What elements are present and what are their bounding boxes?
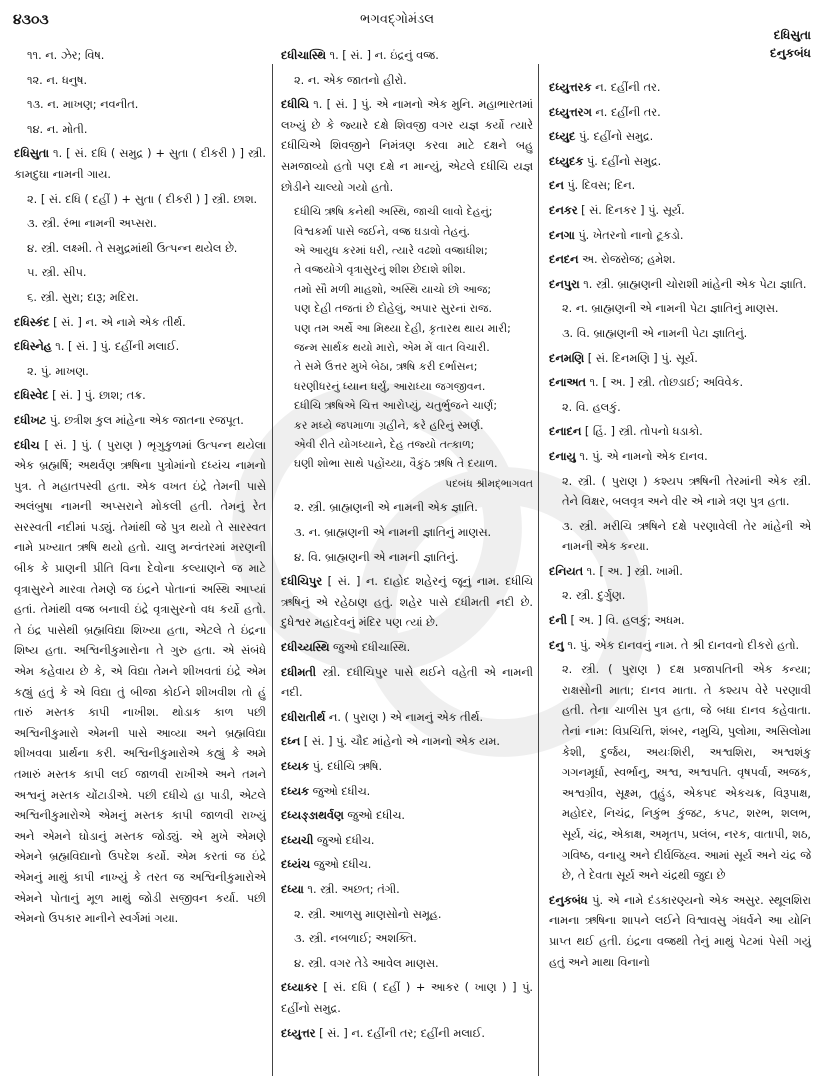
sub-definition: ૩. સ્ત્રી. મરીચિ ઋષિને દક્ષે પરણાવેલી તેર માંહેની એ નામની એક કન્યા. (562, 519, 811, 554)
definition: સ્ત્રી. દધીચિપુર પાસે થઈને વહેતી એ નામની નદી. (281, 665, 533, 700)
verse-line: જન્મ સાર્થક થયો મારો, એમ મેં વાત વિચારી. (294, 341, 490, 354)
dictionary-entry (14, 337, 266, 358)
headword: દધિસ્નેહ (14, 340, 52, 354)
sub-definition: ૫. સ્ત્રી. સીપ. (27, 266, 87, 280)
dictionary-entry (281, 806, 533, 827)
dictionary-entry (281, 831, 533, 852)
headword: દનાઅત (549, 376, 586, 390)
sub-definition: ૨. પું. માખણ. (27, 364, 89, 378)
headword: દધ્યુદ (549, 130, 576, 144)
dictionary-entry (14, 144, 266, 185)
verse-source: પદબંધ શ્રીમદ્ભાગવત (445, 477, 533, 490)
guide-words (770, 26, 811, 62)
dictionary-entry (549, 562, 811, 583)
verse-line: પણ દેહી તજતાં છે દોહેલું, અપાર સુરનાં રાજ. (294, 302, 492, 316)
guide-word-first: દધિસુતા (773, 28, 811, 42)
column-middle (281, 46, 533, 1048)
dictionary-entry (281, 708, 533, 729)
definition: જુઓ દધીચ. (309, 784, 371, 798)
definition: ન. દહીંની તર. (591, 81, 661, 94)
headword: દધ્યઙ્ઙાથર્વણ (281, 809, 344, 823)
sub-definition: ૨. સ્ત્રી. આળસુ માણસોનો સમૂહ. (294, 907, 442, 921)
definition: ૧. [ સં. ] પું. દહીંની મલાઈ. (51, 340, 180, 354)
definition: ૧. [ અ. ] સ્ત્રી. તોછડાઈ; અવિવેક. (585, 376, 744, 390)
headword: દનપુરા (549, 277, 580, 291)
definition: [ હિં. ] સ્ત્રી. તોપનો ધડાકો. (581, 425, 703, 439)
sub-definition: ૪. સ્ત્રી. લક્ષ્મી. તે સમુદ્રમાંથી ઉત્પન્ન થયેલ છે. (27, 241, 238, 255)
sub-definition: ૨. સ્ત્રી. બ્રાહ્મણની એ નામની એક જ્ઞાતિ. (294, 501, 478, 515)
sub-definition: ૩. વિ. બ્રાહ્મણની એ નામની પેટા જ્ઞાતિનું. (562, 326, 748, 340)
headword: દનગા (549, 228, 575, 242)
definition: [ સં. દિનમણિ ] પું. સૂર્ય. (584, 351, 698, 365)
definition: અ. રોજરોજ; હમેશ. (578, 253, 676, 267)
definition: ૧. સ્ત્રી. બ્રાહ્મણની ચોરાશી માંહેની એક પેટા જ્ઞાતિ. (579, 277, 807, 291)
dictionary-entry (281, 572, 533, 634)
dictionary-entry (281, 732, 533, 753)
headword: દધિસ્કંદ (14, 315, 50, 329)
dictionary-entry (281, 1024, 533, 1045)
verse-line: તે વજ્રયોગે વૃત્રાસુરનું શીશ છેદાશે શીશ. (294, 263, 466, 277)
definition: [ સં. ] ન. દાહોદ શહેરનું જૂનું નામ. દધીચિ ઋષિનું એ રહેઠાણ હતું. શહેર પાસે દધીમતી નદી છે. દુધેશ્વર મહાદેવનું મંદિર પણ ત્યાં છે. (281, 575, 533, 630)
headword: દની (549, 614, 567, 628)
definition: ૧. પું. એ નામનો એક દાનવ. (575, 449, 708, 463)
headword: દનિયત (549, 564, 584, 578)
dictionary-entry (549, 636, 811, 657)
headword: દધીચાસ્થિ (281, 49, 326, 62)
guide-word-last: દનુકબંધ (770, 46, 811, 60)
sub-definition: ૩. સ્ત્રી. રંભા નામની અપ્સરા. (27, 217, 157, 231)
definition: ૧. [ સં. દધિ ( સમુદ્ર ) + સુતા ( દીકરી ) ] સ્ત્રી. કામદુઘા નામની ગાય. (14, 147, 266, 181)
dictionary-entry (549, 891, 811, 973)
dictionary-entry (14, 386, 266, 407)
headword: દનુકબંધ (549, 893, 588, 907)
headword: દધ્યક (281, 759, 310, 773)
definition: [ સં. ] પું. ( પુરાણ ) ભૃગુકુળમાં ઉત્પન્ન થયેલા એક બ્રહ્મર્ષિ; અથર્વણ ઋષિના પુત્રોમાંનો દધ્યંચ નામનો પુત્ર. તે મહાતપસ્વી હતા. એક વખત ઇંદ્રે તેમની પાસે અલંબુષા નામની અપ્સરાને મોકલી હતી. તેમનું રેત સરસ્વતી નદીમાં પડ્યું. તેમાંથી જે પુત્ર થયો તે સારસ્વત નામે પ્રખ્યાત ઋષિ થયો હતો. ચાલુ મન્વંતરમાં મરણની બીક કે પ્રાણની પ્રીતિ વિના દેવોના કલ્યાણને જ માટે વૃત્રાસુરને મારવા તેમણે જ ઇંદ્રને પોતાનાં અસ્થિ આપ્યાં હતાં. તેમાંથી વજ્ર બનાવી ઇંદ્રે વૃત્રાસુરનો વધ કર્યો હતો. તે ઇંદ્ર પાસેથી બ્રહ્મવિદ્યા શિખ્યા હતા, એટલે તે ઇંદ્રના શિષ્ય હતા. અશ્વિનીકુમારોના તે ગુરુ હતા. એ સંબંધે એમ કહેવાય છે કે, એ વિદ્યા તેમને શીખવતાં ઇંદ્રે એમ કહ્યું હતું કે એ વિદ્યા તું બીજા કોઈને શીખવીશ તો હું તારું મસ્તક કાપી નાખીશ. થોડાક કાળ પછી અશ્વિનીકુમારો એમની પાસે આવ્યા અને બ્રહ્મવિદ્યા શીખવવા પ્રાર્થના કરી. અશ્વિનીકુમારોએ કહ્યું કે અમે તમારું મસ્તક કાપી લઈ જાળવી રાખીએ અને તમને અશ્વનું મસ્તક ચોંટાડીએ. પછી દધીચે હા પાડી, એટલે અશ્વિનીકુમારોએ એમનું મસ્તક કાપી જાળવી રાખ્યું અને એમને ઘોડાનું મસ્તક જોડ્યું. એ મુખે એમણે એમને બ્રહ્મવિદ્યાનો ઉપદેશ કર્યો. એમ કરતાં જ ઇંદ્રે એમનું માથું કાપી નાખ્યું કે તરત જ અશ્વિનીકુમારોએ એમને પોતાનું મૂળ માથું જોડી સજીવન કર્યા. પછી એમનો ઉપકાર માનીને સ્વર્ગમાં ગયા. (14, 438, 266, 926)
verse-line: તે સમે ઉત્તર મુખે બેઠા, ઋષિ કરી દર્ભાસન; (294, 360, 478, 374)
sub-definition: ૩. ન. બ્રાહ્મણની એ નામની જ્ઞાતિનું માણસ. (294, 526, 492, 540)
sub-definition: ૨. વિ. હલકું. (562, 400, 621, 414)
dictionary-entry (549, 152, 811, 173)
definition: જુઓ દધીચ. (310, 858, 372, 872)
headword: દનમણિ (549, 351, 585, 365)
column-right (549, 78, 811, 977)
headword: દધ્યચી (281, 833, 314, 847)
verse-line: કર મધ્યે જપમાળા ગ્રહીને, કરે હરિનું સ્મર્ણ. (294, 418, 484, 432)
sub-definition: ૨. સ્ત્રી. ( પુરાણ ) કશ્યપ ઋષિની તેરમાંની એક સ્ત્રી. તેને વિક્ષર, બલવૃત્ર અને વીર એ નામે ત્રણ પુત્ર હતા. (562, 474, 811, 509)
sub-definition: ૨. સ્ત્રી. દુર્ગુણ. (562, 589, 626, 603)
verse-line: ઘણી શોભા સાથે પહોંચ્યા, વૈકુંઠ ઋષિ તે દયાળ. (294, 457, 498, 471)
headword: દધ્યુત્તરક (549, 81, 592, 94)
headword: દધીચિપુર (281, 575, 323, 589)
headword: દધ્યાકર (281, 981, 318, 995)
dictionary-entry (549, 349, 811, 370)
headword: દધીચિ (281, 98, 309, 112)
dictionary-entry (14, 313, 266, 334)
definition: ૧. પું. એક દાનવનું નામ. તે શ્રી દાનવનો દીકરો હતો. (563, 638, 800, 652)
headword: દન (549, 179, 564, 193)
definition: [ સં. ] પું. ચૌદ માંહેનો એ નામનો એક યમ. (300, 735, 500, 749)
definition: ૧. [ અ. ] સ્ત્રી. ખામી. (583, 564, 683, 578)
dictionary-entry (549, 103, 811, 124)
dictionary-entry (281, 978, 533, 1019)
headword: દધ્યા (281, 882, 304, 896)
definition: પું. છત્રીશ કુલ માંહેના એક જાતના રજપૂત. (46, 413, 244, 427)
definition: ૧. સ્ત્રી. અછત; તંગી. (303, 882, 400, 896)
dictionary-entry (281, 757, 533, 778)
dictionary-entry (549, 226, 811, 247)
headword: દનુ (549, 638, 564, 652)
headword: દધ્યક (281, 784, 310, 798)
dictionary-entry (549, 250, 811, 271)
sub-definition: ૨. ન. બ્રાહ્મણની એ નામની પેટા જ્ઞાતિનું માણસ. (562, 302, 779, 316)
definition: જુઓ દધીચ. (343, 809, 405, 823)
sub-definition: ૧૩. ન. માખણ; નવનીત. (27, 98, 139, 112)
running-title: ભગવદ્ગોમંડલ (360, 12, 435, 27)
definition: [ સં. દિનકર ] પું. સૂર્ય. (577, 203, 685, 217)
definition: પું. દહીંનો સમુદ્ર. (575, 130, 654, 144)
definition: ન. ( પુરાણ ) એ નામનું એક તીર્થ. (325, 710, 484, 724)
headword: દધીરાતીર્થ (281, 710, 326, 724)
headword: દનાયુ (549, 449, 576, 463)
dictionary-entry (549, 176, 811, 197)
sub-definition: ૧૪. ન. મોતી. (27, 122, 88, 136)
column-divider (272, 64, 273, 1076)
definition: જુઓ દધીચ. (313, 833, 375, 847)
definition: [ સં. ] ન. એ નામે એક તીર્થ. (49, 315, 186, 329)
dictionary-entry (549, 275, 811, 296)
dictionary-entry (281, 880, 533, 901)
dictionary-entry (14, 436, 266, 930)
column-left (14, 46, 266, 934)
headword: દધિસુતા (14, 147, 50, 161)
headword: દધીખટ (14, 413, 47, 427)
definition: પું. એ નામે દંડકારણ્યનો એક અસુર. સ્થૂલશિરા નામના ઋષિના શાપને લઈને વિશ્વાવસુ ગંધર્વને આ યોનિ પ્રાપ્ત થઈ હતી. ઇંદ્રના વજ્રથી તેનું માથું પેટમાં પેસી ગયું હતું અને માથા વિનાનો (549, 893, 811, 969)
headword: દધ્યુત્તર (281, 1026, 316, 1040)
verse-line: એ આયુધ કરમાં ધરી, ત્યારે વઢશો વજ્રાધીશ; (294, 243, 488, 257)
sub-definition: ૨. સ્ત્રી. ( પુરાણ ) દક્ષ પ્રજાપતિની એક કન્યા; રાક્ષસોની માતા; દાનવ માતા. તે કશ્યપ વેરે પરણાવી હતી. તેના ચાળીસ પુત્ર હતા, જે બધા દાનવ કહેવાતા. તેનાં નામ: વિપ્રચિત્તિ, શંબર, નમુચિ, પુલોમા, અસિલોમા કેશી, દુર્જય, અયઃશિરી, અશ્વશિરા, અશ્વશંકુ ગગનમૂર્ધા, સ્વર્ભાનુ, અશ્વ, અશ્વપતિ. વૃષપર્વા, અજક, અશ્વગ્રીવ, સૂક્ષ્મ, તુહુંડ, એકપદ એકચક્ર, વિરૂપાક્ષ, મહોદર, નિચંદ્ર, નિકુંભ કુંજટ, કપટ, શરભ, શલભ, સૂર્ય, ચંદ્ર, એકાક્ષ, અમૃતપ, પ્રલંબ, નરક, વાતાપી, શઠ, ગવિષ્ઠ, વનાયુ અને દીર્ઘજિહ્વ. આમાં સૂર્ય અને ચંદ્ર જે છે, તે દેવતા સૂર્ય અને ચંદ્રથી જુદા છે (562, 663, 811, 883)
definition: ૧. [ સં. ] પું. એ નામનો એક મુનિ. મહાભારતમાં લખ્યું છે કે જ્યારે દક્ષે શિવજી વગર યજ્ઞ કર્યો ત્યારે દધીચિએ શિવજીને નિમંત્રણ કરવા માટે દક્ષને બહુ સમજાવ્યો હતો પણ દક્ષે ન માન્યું, એટલે દધીચિ યજ્ઞ છોડીને ચાલ્યો ગયો હતો. (281, 98, 533, 194)
sub-definition: ૨. [ સં. દધિ ( દહીં ) + સુતા ( દીકરી ) ] સ્ત્રી. છાશ. (27, 192, 258, 206)
sub-definition: ૧૨. ન. ધનુષ. (27, 73, 88, 87)
headword: દધ્યુદક (549, 154, 584, 168)
dictionary-entry (549, 78, 811, 99)
dictionary-entry (281, 46, 533, 67)
headword: દધ્ન (281, 735, 301, 749)
headword: દધીમતી (281, 665, 317, 679)
dictionary-entry (549, 447, 811, 468)
headword: દધ્યુત્તરગ (549, 105, 592, 119)
verse-line: તમો સૌ મળી માહશો, અસ્થિ યાચો છો આજ; (294, 282, 492, 296)
headword: દધીચ્યસ્થિ (281, 641, 330, 654)
dictionary-entry (549, 127, 811, 148)
dictionary-entry (281, 95, 533, 198)
sub-definition: ૨. ન. એક જાતનો હીરો. (294, 73, 407, 87)
dictionary-entry (549, 201, 811, 222)
headword: દનકર (549, 203, 578, 217)
sub-definition: ૩. સ્ત્રી. નબળાઈ; અશક્તિ. (294, 932, 417, 946)
page-number: ૪૩૦૩ (13, 12, 49, 28)
definition: [ અ. ] વિ. હલકું; અધમ. (566, 614, 685, 628)
sub-definition: ૪. વિ. બ્રાહ્મણની એ નામની જ્ઞાતિનું. (294, 550, 459, 564)
definition: ન. દહીંની તર. (591, 105, 661, 119)
dictionary-entry (549, 611, 811, 632)
verse-line: વિશ્વકર્મા પાસે જઈને, વજ્ર ઘડાવો તેહનું. (294, 224, 471, 238)
definition: પું. દહીંનો સમુદ્ર. (583, 154, 662, 168)
headword: દધીચ (14, 438, 40, 452)
verse-line: એવી રીતે યોગધ્યાને, દેહ તજ્યો તત્કાળ; (294, 438, 475, 452)
dictionary-entry (549, 373, 811, 394)
sub-definition: ૧૧. ન. ઝેર; વિષ. (27, 49, 105, 62)
verse-line: દધીચિ ઋષિ કનેથી અસ્થિ, જાચી લાવો દેહનું; (294, 205, 493, 219)
dictionary-entry (281, 638, 533, 659)
definition: પું. દધીચિ ઋષિ. (309, 759, 383, 773)
sub-definition: ૬. સ્ત્રી. સુરા; દારૂ; મદિરા. (27, 290, 139, 304)
dictionary-entry (281, 663, 533, 704)
dictionary-entry (14, 411, 266, 432)
dictionary-entry (281, 782, 533, 803)
dictionary-entry (281, 855, 533, 876)
definition: પું. ખેતરનો નાનો ટૂકડો. (574, 228, 684, 242)
definition: [ સં. દધિ ( દહીં ) + આકર ( ખાણ ) ] પું. દહીંનો સમુદ્ર. (281, 981, 533, 1015)
sub-definition: ૪. સ્ત્રી. વગર તેડે આવેલ માણસ. (294, 956, 439, 970)
headword: દધિસ્વેદ (14, 389, 49, 403)
column-divider (538, 64, 539, 1076)
headword: દનદન (549, 253, 579, 267)
definition: [ સં. ] ન. દહીંની તર; દહીંની મલાઈ. (315, 1026, 485, 1040)
definition: ૧. [ સં. ] ન. ઇંદ્રનું વજ્ર. (325, 49, 439, 62)
headword: દનાદન (549, 425, 582, 439)
dictionary-entry (549, 422, 811, 443)
definition: પું. દિવસ; દિન. (563, 179, 636, 193)
definition: જુઓ દધીચાસ્થિ. (329, 641, 411, 654)
verse-line: પણ તમ અર્થે આ મિથ્યા દેહી, કૃતારથ થાય મારી; (294, 321, 511, 335)
verse-line: દધીચિ ઋષિએ ચિત્ત આરોપ્યું, ચતુર્ભુજને ચાર્ણ; (294, 399, 498, 413)
verse-quote (281, 202, 533, 494)
headword: દધ્યંચ (281, 858, 311, 872)
definition: [ સં. ] પું. છાશ; તક્ર. (48, 389, 146, 403)
verse-line: ધરણીધરનું ધ્યાન ધર્યું, આરાધ્યા જગજીવન. (294, 379, 486, 393)
